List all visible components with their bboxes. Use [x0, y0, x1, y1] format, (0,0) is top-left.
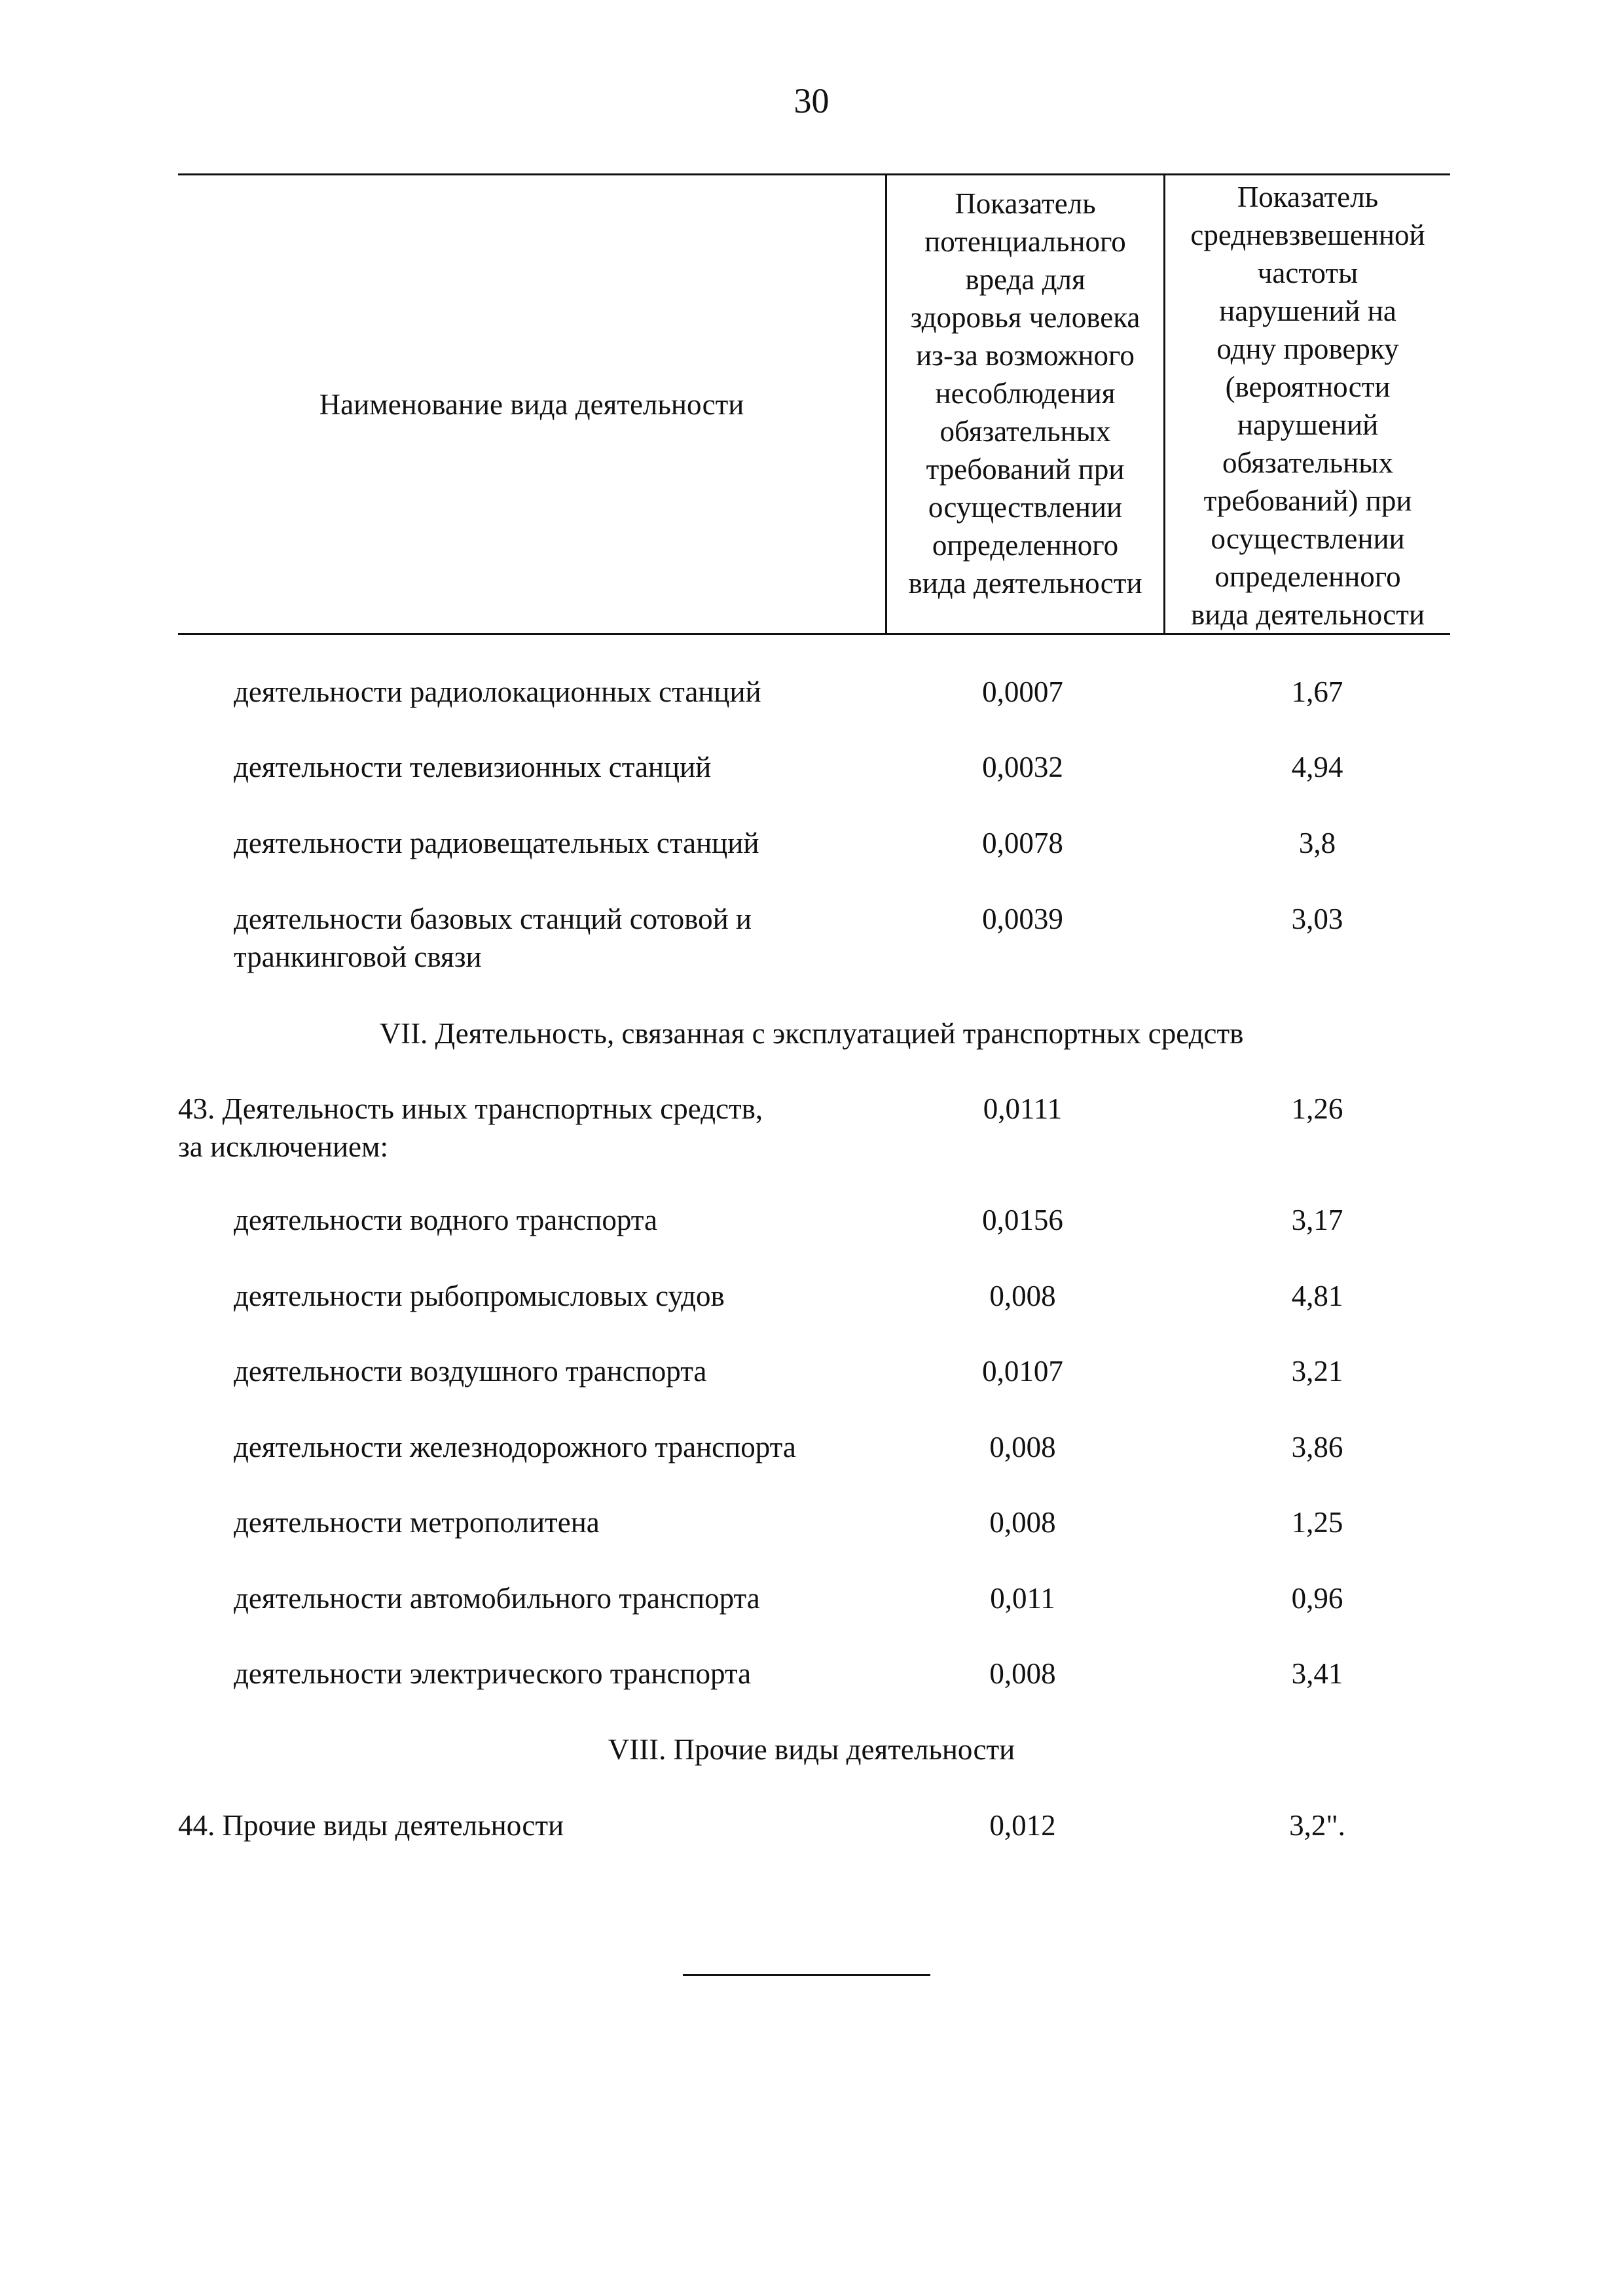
row-frequency-value: 3,17: [1291, 1204, 1343, 1236]
row-label-line: за исключением:: [178, 1130, 388, 1163]
header-harm-line: из-за возможного: [916, 339, 1135, 372]
row-label: деятельности радиовещательных станций: [234, 827, 759, 859]
header-frequency-indicator: [1163, 175, 1450, 633]
row-label: деятельности рыбопромысловых судов: [234, 1280, 725, 1312]
row-label-line: транкинговой связи: [234, 941, 482, 973]
page-number: 30: [793, 81, 830, 120]
row-label: [234, 900, 888, 976]
section-vii-title: VII. Деятельность, связанная с эксплуатацией транспортных средств: [379, 1017, 1244, 1050]
row-harm-value: 0,008: [989, 1431, 1056, 1463]
row-frequency-value: 4,81: [1291, 1280, 1343, 1312]
row-frequency-value: 3,41: [1291, 1657, 1343, 1690]
row-harm-value: 0,012: [989, 1809, 1056, 1842]
row-frequency-value: 3,8: [1298, 827, 1336, 859]
row-label: деятельности метрополитена: [234, 1506, 600, 1539]
row-harm-value: 0,0156: [982, 1204, 1063, 1236]
row-frequency-value: 3,21: [1291, 1355, 1343, 1388]
header-harm-line: потенциального: [924, 225, 1126, 258]
table-header: [178, 173, 1450, 635]
row-harm-value: 0,008: [989, 1506, 1056, 1539]
header-frequency-line: вида деятельности: [1190, 598, 1425, 631]
row-label: 44. Прочие виды деятельности: [178, 1809, 564, 1842]
row-label: деятельности воздушного транспорта: [234, 1355, 707, 1388]
header-activity-name-text: Наименование вида деятельности: [319, 387, 744, 421]
header-harm-line: вреда для: [965, 263, 1085, 296]
risk-indicator-table: [178, 173, 1450, 635]
row-label: деятельности электрического транспорта: [234, 1657, 752, 1690]
row-harm-value: 0,0111: [983, 1092, 1063, 1125]
header-harm-line: осуществлении: [928, 491, 1123, 524]
row-frequency-value: 3,86: [1291, 1431, 1343, 1463]
row-label: деятельности железнодорожного транспорта: [234, 1431, 796, 1463]
header-harm-line: здоровья человека: [910, 301, 1140, 334]
header-frequency-line: нарушений: [1237, 408, 1379, 441]
header-frequency-line: требований) при: [1203, 484, 1412, 517]
row-harm-value: 0,008: [989, 1280, 1056, 1312]
row-harm-value: 0,008: [989, 1657, 1056, 1690]
section-viii-title: VIII. Прочие виды деятельности: [608, 1733, 1015, 1766]
header-frequency-line: осуществлении: [1211, 522, 1405, 555]
header-harm-line: вида деятельности: [908, 567, 1142, 600]
row-label-line: 43. Деятельность иных транспортных средств,: [178, 1092, 763, 1125]
header-harm-line: требований при: [926, 453, 1125, 486]
row-frequency-value: 0,96: [1291, 1582, 1343, 1615]
header-harm-line: Показатель: [955, 187, 1096, 220]
header-frequency-line: нарушений на: [1219, 295, 1396, 327]
header-harm-line: несоблюдения: [935, 377, 1116, 410]
header-frequency-line: (вероятности: [1225, 370, 1391, 403]
row-label: деятельности телевизионных станций: [234, 751, 712, 783]
row-frequency-value: 4,94: [1291, 751, 1343, 783]
header-frequency-line: определенного: [1214, 560, 1401, 593]
row-harm-value: 0,0078: [982, 827, 1063, 859]
header-harm-indicator: [885, 175, 1163, 633]
row-frequency-value: 1,26: [1291, 1092, 1343, 1125]
header-frequency-line: одну проверку: [1216, 332, 1399, 365]
row-frequency-value: 3,03: [1291, 903, 1343, 935]
row-harm-value: 0,011: [990, 1582, 1055, 1615]
row-label-line: деятельности базовых станций сотовой и: [234, 903, 752, 935]
row-frequency-value: 1,25: [1291, 1506, 1343, 1539]
row-harm-value: 0,0107: [982, 1355, 1063, 1388]
header-frequency-line: Показатель: [1237, 181, 1379, 213]
header-harm-line: определенного: [932, 529, 1119, 562]
row-frequency-value: 1,67: [1291, 675, 1343, 708]
header-activity-name: [178, 175, 885, 633]
row-harm-value: 0,0032: [982, 751, 1063, 783]
end-of-document-rule: [683, 1974, 930, 1976]
header-frequency-line: средневзвешенной: [1190, 219, 1425, 251]
header-frequency-line: частоты: [1257, 257, 1359, 289]
row-label: [178, 1090, 846, 1166]
row-harm-value: 0,0039: [982, 903, 1063, 935]
header-frequency-line: обязательных: [1222, 446, 1393, 479]
row-label: деятельности водного транспорта: [234, 1204, 657, 1236]
row-label: деятельности радиолокационных станций: [234, 675, 761, 708]
header-harm-line: обязательных: [939, 415, 1111, 448]
row-harm-value: 0,0007: [982, 675, 1063, 708]
row-label: деятельности автомобильного транспорта: [234, 1582, 760, 1615]
row-frequency-value: 3,2".: [1289, 1809, 1345, 1842]
